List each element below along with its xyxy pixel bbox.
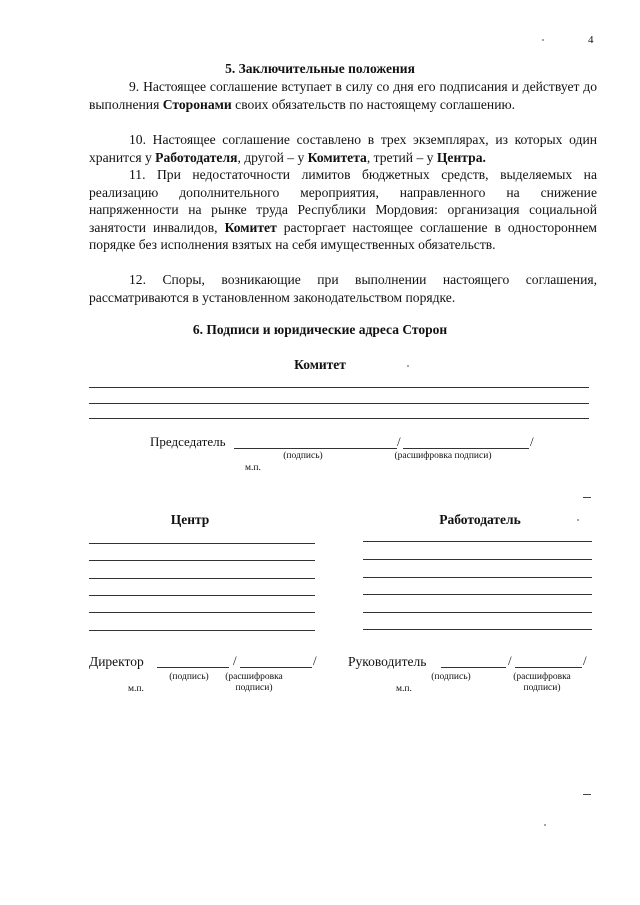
employer-decode-line [515, 667, 582, 668]
section-6-title: 6. Подписи и юридические адреса Сторон [192, 322, 448, 337]
center-decode-line [240, 667, 312, 668]
scan-speck-4 [407, 365, 409, 367]
employer-address-line-6 [363, 629, 592, 630]
committee-signature-line [234, 448, 397, 449]
employer-stamp: м.п. [396, 684, 412, 694]
scan-speck-2 [577, 519, 579, 521]
committee-role-label: Председатель [150, 434, 226, 449]
paragraph-12: 12. Споры, возникающие при выполнении настоящего соглашения, рассматриваются в установленном законодательством порядке. [89, 272, 597, 305]
scan-tick-2 [583, 794, 591, 795]
center-caption-decode: (расшифровка подписи) [225, 672, 283, 693]
center-caption-sign: (подпись) [169, 672, 209, 682]
employer-address-line-4 [363, 594, 592, 595]
center-signature-line [157, 667, 229, 668]
committee-stamp: м.п. [245, 463, 261, 473]
center-address-line-3 [89, 578, 315, 579]
committee-slash-2: / [530, 434, 534, 449]
center-slash-2: / [313, 653, 317, 668]
committee-caption-sign: (подпись) [283, 451, 323, 461]
employer-address-line-2 [363, 559, 592, 560]
scan-speck-1 [542, 39, 544, 41]
paragraph-9: 9. Настоящее соглашение вступает в силу со дня его подписания и действует до выполнения Сторонами своих обязательств по настоящему соглашению. [89, 79, 597, 112]
employer-heading: Работодатель [439, 512, 521, 527]
employer-caption-sign: (подпись) [431, 672, 471, 682]
section-5-title: 5. Заключительные положения [225, 61, 415, 76]
scan-speck-3 [544, 824, 546, 826]
center-address-line-4 [89, 595, 315, 596]
employer-role-label: Руководитель [348, 654, 427, 669]
center-stamp: м.п. [128, 684, 144, 694]
committee-heading: Комитет [294, 357, 346, 372]
employer-address-line-1 [363, 541, 592, 542]
center-address-line-2 [89, 560, 315, 561]
committee-caption-decode: (расшифровка подписи) [394, 451, 492, 461]
employer-slash-1: / [508, 653, 512, 668]
committee-decode-line [403, 448, 529, 449]
employer-signature-line [441, 667, 506, 668]
page-number: 4 [588, 34, 594, 46]
center-role-label: Директор [89, 654, 144, 669]
paragraph-11: 11. При недостаточности лимитов бюджетных средств, выделяемых на реализацию дополнительного мероприятия, направленного на снижение напряженности на рынке труда Республики Мордовия: организация социальной занятости инвалидов, Комитет расторгает настоящее соглашение в одностороннем порядке без исполнения взятых на себя имущественных обязательств. [89, 167, 597, 253]
center-slash-1: / [233, 653, 237, 668]
paragraph-10: 10. Настоящее соглашение составлено в трех экземплярах, из которых один хранится у Работодателя, другой – у Комитета, третий – у Центра. [89, 132, 597, 165]
center-address-line-5 [89, 612, 315, 613]
scan-tick-1 [583, 497, 591, 498]
employer-address-line-3 [363, 577, 592, 578]
center-address-line-6 [89, 630, 315, 631]
committee-slash-1: / [397, 434, 401, 449]
employer-slash-2: / [583, 653, 587, 668]
committee-address-line-2 [89, 403, 589, 404]
committee-address-line-1 [89, 387, 589, 388]
committee-address-line-3 [89, 418, 589, 419]
center-address-line-1 [89, 543, 315, 544]
center-heading: Центр [170, 512, 210, 527]
employer-address-line-5 [363, 612, 592, 613]
employer-caption-decode: (расшифровка подписи) [513, 672, 571, 693]
